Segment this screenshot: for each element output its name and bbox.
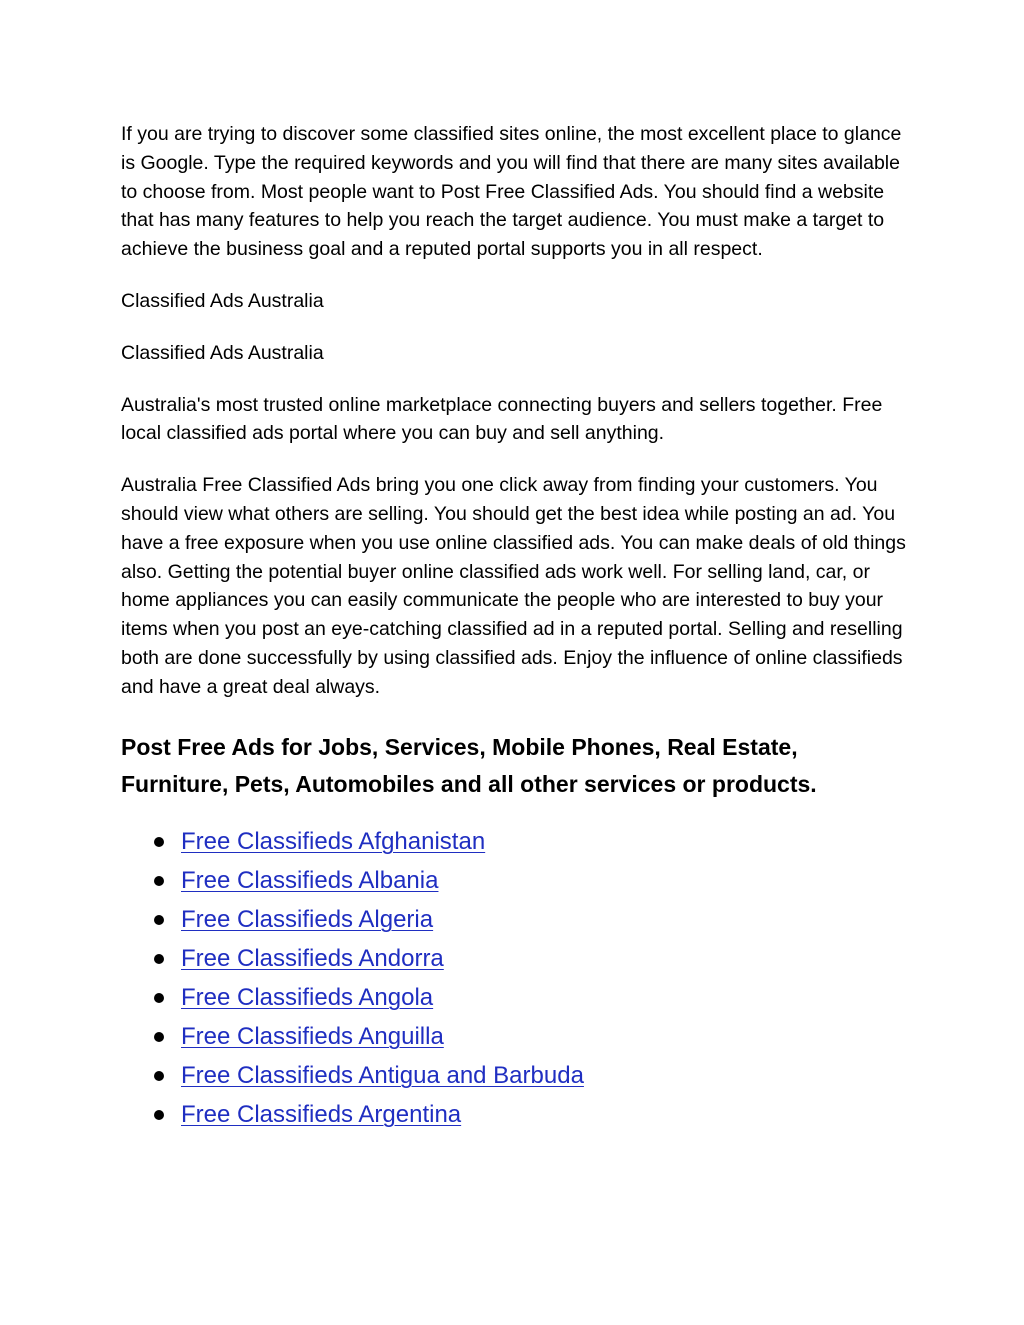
bullet-icon (154, 1110, 164, 1120)
link-free-classifieds-algeria[interactable]: Free Classifieds Algeria (181, 905, 434, 933)
bullet-icon (154, 837, 164, 847)
bullet-icon (154, 954, 164, 964)
intro-paragraph: If you are trying to discover some classified sites online, the most excellent place to glance is Google. Type the required keywords and you will find that there are many sites available to choose from. Most people want to Post Free Classified Ads. You should find a website that has many features to help you reach the target audience. You must make a target to achieve the business goal and a reputed portal supports you in all respect. (121, 123, 902, 261)
classified-ads-australia-line-1: Classified Ads Australia (121, 289, 324, 312)
link-free-classifieds-albania[interactable]: Free Classifieds Albania (181, 866, 439, 894)
list-item (121, 978, 911, 1017)
link-free-classifieds-angola[interactable]: Free Classifieds Angola (181, 983, 434, 1011)
classified-ads-australia-line-2: Classified Ads Australia (121, 341, 324, 364)
marketplace-paragraph: Australia's most trusted online marketplace connecting buyers and sellers together. Free local classified ads portal where you can buy and sell anything. (121, 393, 883, 445)
post-free-ads-heading: Post Free Ads for Jobs, Services, Mobile Phones, Real Estate, Furniture, Pets, Automobiles and all other services or products. (121, 733, 817, 798)
free-classified-ads-paragraph: Australia Free Classified Ads bring you one click away from finding your customers. You should view what others are selling. You should get the best idea while posting an ad. You have a free exposure when you use online classified ads. You can make deals of old things also. Getting the potential buyer online classified ads work well. For selling land, car, or home appliances you can easily communicate the people who are interested to buy your items when you post an eye-catching classified ad in a reputed portal. Selling and reselling both are done successfully by using classified ads. Enjoy the influence of online classifieds and have a great deal always. (121, 474, 906, 698)
bullet-icon (154, 876, 164, 886)
bullet-icon (154, 1071, 164, 1081)
country-link-list (121, 822, 911, 1134)
list-item (121, 861, 911, 900)
bullet-icon (154, 915, 164, 925)
link-free-classifieds-afghanistan[interactable]: Free Classifieds Afghanistan (181, 827, 486, 855)
bullet-icon (154, 993, 164, 1003)
link-free-classifieds-andorra[interactable]: Free Classifieds Andorra (181, 944, 444, 972)
list-item (121, 1017, 911, 1056)
link-free-classifieds-anguilla[interactable]: Free Classifieds Anguilla (181, 1022, 444, 1050)
link-free-classifieds-argentina[interactable]: Free Classifieds Argentina (181, 1100, 462, 1128)
document-page (121, 120, 911, 1134)
list-item (121, 822, 911, 861)
list-item (121, 1056, 911, 1095)
list-item (121, 1095, 911, 1134)
link-free-classifieds-antigua-and-barbuda[interactable]: Free Classifieds Antigua and Barbuda (181, 1061, 584, 1089)
list-item (121, 939, 911, 978)
list-item (121, 900, 911, 939)
bullet-icon (154, 1032, 164, 1042)
